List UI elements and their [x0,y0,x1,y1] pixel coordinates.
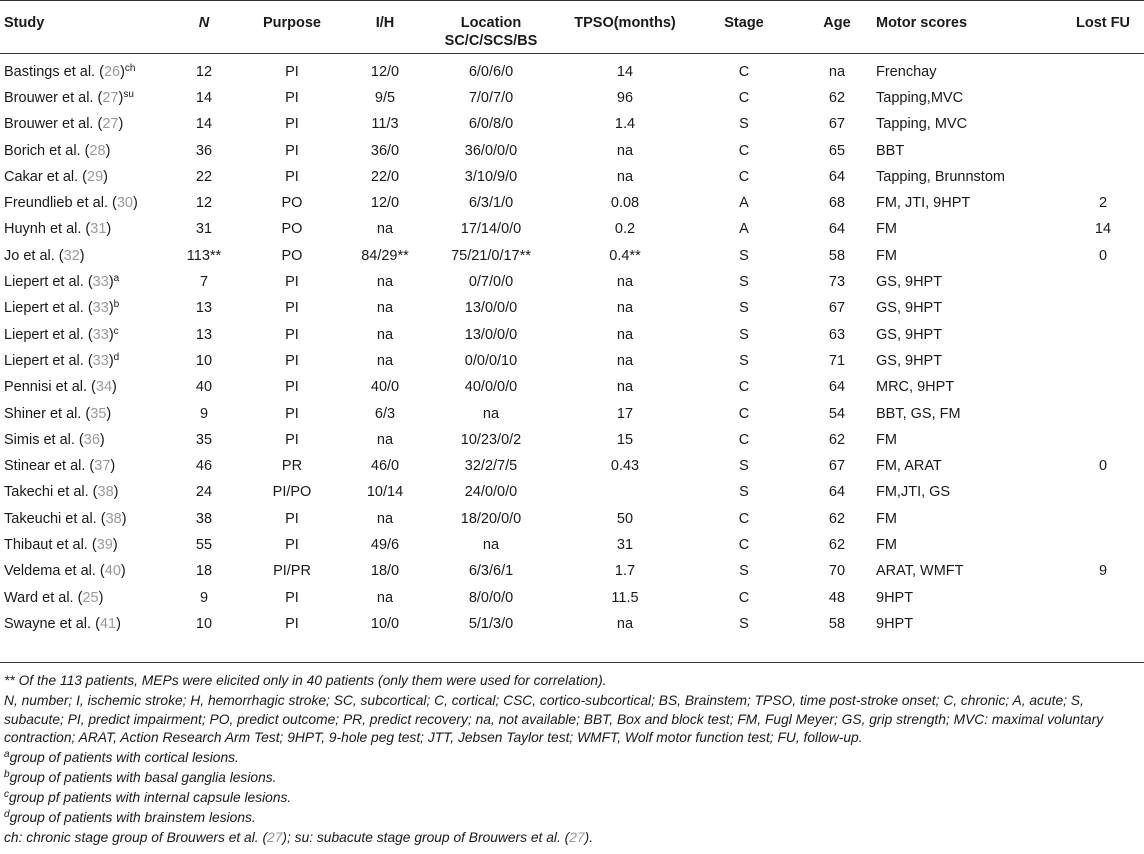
bottom-rule [0,662,1144,663]
cell-study: Takeuchi et al. (38) [4,510,127,527]
cell-tpso: 0.43 [610,458,640,475]
cell-tpso: 15 [616,431,634,448]
cell-study: Liepert et al. $(33)^c$ [4,325,119,343]
table-row [0,401,1144,427]
cell-ih: 6/3 [374,405,396,422]
cell-age: 48 [828,589,846,606]
cell-n: 38 [195,510,213,527]
cell-study: Freundlieb et al. (30) [4,195,138,212]
cell-location: 32/2/7/5 [464,458,518,475]
cell-tpso: na [616,274,634,291]
cell-study: Stinear et al. (37) [4,458,116,475]
cell-ih: 18/0 [370,563,400,580]
cell-motor-scores: FM,JTI, GS [876,484,951,501]
header-tpso: TPSO(months) [574,15,676,31]
cell-motor-scores: Tapping, MVC [876,116,968,133]
reference-link[interactable]: 41 [99,615,117,632]
cell-location: 7/0/7/0 [468,89,514,106]
cell-study: Takechi et al. (38) [4,484,119,501]
reference-link[interactable]: 33 [92,326,109,343]
footnote-b: $^b$group of patients with basal ganglia lesions. [4,769,277,785]
cell-lost-fu: 0 [1098,247,1108,264]
cell-location: 0/7/0/0 [468,274,514,291]
cell-age: 68 [828,195,846,212]
cell-ih: na [376,510,394,527]
cell-age: 67 [828,300,846,317]
cell-lost-fu [1062,585,1144,611]
cell-age: 63 [828,326,846,343]
cell-stage: S [739,116,749,133]
cell-age: 67 [828,458,846,475]
cell-motor-scores: 9HPT [876,589,914,606]
cell-motor-scores: FM [876,221,897,238]
cell-ih: 84/29** [361,247,409,264]
cell-n: 14 [195,116,213,133]
reference-link[interactable]: 30 [116,195,133,212]
cell-age: 64 [828,221,846,238]
cell-study: Pennisi et al. (34) [4,379,117,396]
cell-stage: C [738,431,750,448]
cell-tpso: 96 [616,89,634,106]
cell-motor-scores: FM, JTI, 9HPT [876,195,971,212]
table-row [0,453,1144,479]
table-row [0,532,1144,558]
cell-tpso: na [616,326,634,343]
cell-n: 22 [195,168,213,185]
cell-purpose: PI [285,63,299,80]
footnote-double-star: ** Of the 113 patients, MEPs were elicited only in 40 patients (only them were used for correlation). [4,673,607,688]
table-row [0,59,1144,85]
cell-purpose: PI [285,615,299,632]
cell-n: 9 [199,405,209,422]
cell-purpose: PO [281,221,303,238]
cell-purpose: PI [285,536,299,553]
reference-link[interactable]: 33 [92,274,109,291]
cell-n: 13 [195,326,213,343]
cell-motor-scores: GS, 9HPT [876,326,943,343]
cell-age: 71 [828,352,846,369]
cell-stage: C [738,168,750,185]
cell-motor-scores: BBT [876,142,905,159]
table-row [0,112,1144,138]
cell-purpose: PI [285,274,299,291]
cell-lost-fu [1062,138,1144,164]
cell-n: 35 [195,431,213,448]
cell-lost-fu [1062,401,1144,427]
cell-location: na [482,536,500,553]
cell-study: Swayne et al. (41) [4,615,121,632]
cell-purpose: PO [281,247,303,264]
reference-link[interactable]: 32 [63,247,80,264]
cell-lost-fu [1062,164,1144,190]
cell-tpso [560,480,690,506]
cell-purpose: PI/PO [272,484,312,501]
cell-ih: 36/0 [370,142,400,159]
cell-tpso: 17 [616,405,634,422]
reference-link[interactable]: 39 [96,536,113,553]
reference-link[interactable]: 38 [105,510,122,527]
cell-purpose: PI [285,352,299,369]
table-row [0,375,1144,401]
cell-lost-fu [1062,532,1144,558]
cell-n: 113** [186,247,222,264]
cell-age: 62 [828,536,846,553]
cell-lost-fu [1062,506,1144,532]
table-row [0,480,1144,506]
reference-link[interactable]: 29 [87,168,104,185]
reference-link[interactable]: 27 [102,116,119,133]
header-row [0,0,1144,53]
cell-lost-fu: 0 [1098,458,1108,475]
cell-location: 0/0/0/10 [464,352,518,369]
cell-location: 3/10/9/0 [464,168,518,185]
cell-tpso: na [616,615,634,632]
cell-purpose: PR [281,458,303,475]
header-motor-scores: Motor scores [876,15,968,31]
cell-purpose: PI [285,431,299,448]
cell-motor-scores: FM, ARAT [876,458,942,475]
cell-lost-fu [1062,375,1144,401]
table-body [0,53,1144,638]
header-study: Study [4,15,45,31]
cell-purpose: PO [281,195,303,212]
cell-stage: A [739,195,749,212]
cell-purpose: PI/PR [273,563,311,580]
cell-n: 10 [195,352,213,369]
table-row [0,243,1144,269]
reference-link[interactable]: 40 [104,563,121,580]
footnote-c: $^c$group pf patients with internal capsule lesions. [4,789,292,805]
cell-study: Jo et al. (32) [4,247,85,264]
reference-link[interactable]: 36 [83,431,100,448]
table-row [0,348,1144,374]
cell-motor-scores: MRC, 9HPT [876,379,955,396]
cell-n: 55 [195,536,213,553]
cell-n: 14 [195,89,213,106]
cell-tpso: 0.4** [609,247,641,264]
cell-age: 70 [828,563,846,580]
cell-lost-fu [1062,59,1144,85]
cell-tpso: 1.4 [614,116,636,133]
cell-location: 75/21/0/17** [451,247,531,264]
cell-ih: 22/0 [370,168,400,185]
cell-n: 36 [195,142,213,159]
cell-ih: 40/0 [370,379,400,396]
cell-n: 7 [199,274,209,291]
cell-purpose: PI [285,116,299,133]
cell-ih: 9/5 [374,89,396,106]
cell-ih: na [376,431,394,448]
cell-purpose: PI [285,589,299,606]
cell-lost-fu [1062,348,1144,374]
header-rule [0,53,1144,54]
cell-stage: C [738,89,750,106]
cell-study: Liepert et al. $(33)^b$ [4,299,120,317]
cell-study: Brouwer et al. (27) [4,116,124,133]
header-n: N [198,15,210,31]
cell-location: 6/0/6/0 [468,63,514,80]
cell-purpose: PI [285,326,299,343]
cell-stage: C [738,589,750,606]
cell-stage: S [739,458,749,475]
reference-link[interactable]: 33 [92,352,109,369]
cell-ih: na [376,221,394,238]
table-row [0,611,1144,637]
cell-age: 58 [828,247,846,264]
cell-study: Veldema et al. (40) [4,563,126,580]
cell-ih: 11/3 [371,116,399,133]
cell-study: Simis et al. (36) [4,431,105,448]
cell-purpose: PI [285,142,299,159]
cell-location: 40/0/0/0 [464,379,518,396]
cell-tpso: na [616,300,634,317]
cell-age: 64 [828,379,846,396]
cell-ih: na [376,352,394,369]
cell-stage: A [739,221,749,238]
cell-motor-scores: 9HPT [876,615,914,632]
cell-stage: C [738,536,750,553]
reference-link[interactable]: 33 [92,300,109,317]
footnote-d: $^d$group of patients with brainstem lesions. [4,809,256,825]
cell-stage: C [738,405,750,422]
table-row [0,322,1144,348]
table-row [0,296,1144,322]
cell-n: 31 [195,221,213,238]
cell-location: 6/3/1/0 [468,195,514,212]
reference-link[interactable]: 38 [97,484,114,501]
cell-n: 12 [195,195,213,212]
cell-purpose: PI [285,168,299,185]
cell-study: Bastings et al. $(26)^{ch}$ [4,62,136,80]
reference-link[interactable]: 26 [103,63,121,80]
reference-link[interactable]: 35 [90,405,107,422]
header-age: Age [823,15,851,31]
cell-study: Liepert et al. $(33)^a$ [4,273,120,291]
cell-motor-scores: ARAT, WMFT [876,563,964,580]
cell-age: 64 [828,168,846,185]
header-purpose: Purpose [262,15,321,31]
cell-purpose: PI [285,405,299,422]
cell-tpso: 1.7 [614,563,636,580]
cell-study: Ward et al. (25) [4,589,104,606]
cell-location: 36/0/0/0 [464,142,518,159]
cell-ih: 46/0 [370,458,400,475]
cell-location: 8/0/0/0 [468,589,514,606]
cell-age: 62 [828,431,846,448]
cell-motor-scores: BBT, GS, FM [876,405,961,422]
cell-lost-fu [1062,296,1144,322]
header-lost-fu: Lost FU [1076,15,1130,31]
cell-study: Brouwer et al. $(27)^{su}$ [4,88,134,106]
table-row [0,164,1144,190]
cell-ih: na [376,274,394,291]
cell-n: 10 [195,615,213,632]
cell-study: Thibaut et al. (39) [4,536,118,553]
table-row [0,138,1144,164]
cell-age: 67 [828,116,846,133]
cell-motor-scores: GS, 9HPT [876,274,943,291]
cell-motor-scores: Frenchay [876,63,937,80]
cell-n: 18 [195,563,213,580]
cell-motor-scores: GS, 9HPT [876,300,943,317]
cell-stage: S [739,326,749,343]
cell-purpose: PI [285,89,299,106]
cell-study: Liepert et al. $(33)^d$ [4,351,120,369]
cell-ih: 10/14 [366,484,404,501]
footnote-a: $^a$group of patients with cortical lesions. [4,749,239,765]
cell-age: 58 [828,615,846,632]
cell-stage: S [739,352,749,369]
cell-lost-fu [1062,112,1144,138]
cell-age: 65 [828,142,846,159]
table-row [0,559,1144,585]
cell-ih: 49/6 [370,536,400,553]
cell-stage: S [739,484,749,501]
cell-n: 9 [199,589,209,606]
cell-motor-scores: FM [876,510,897,527]
footnote-abbreviations: N, number; I, ischemic stroke; H, hemorrhagic stroke; SC, subcortical; C, cortical; CSC, cortico-subcortical; BS, Brainstem; TPSO, time post-stroke onset; C, chronic; A, acute; S, subacute; PI, predict impairment; PO, predict outcome; PR, predict recovery; na, not available; BBT, Box and block test; FM, Fugl Meyer; GS, grip strength; MVC: maximal voluntary contraction; ARAT, Action Research Arm Test; 9HPT, 9-hole peg test; JTT, Jebsen Taylor test; WMFT, Wolf motor function test; FU, follow-up. [4,693,1104,745]
reference-link[interactable]: 37 [94,458,111,475]
cell-study: Shiner et al. (35) [4,405,112,422]
cell-location: 13/0/0/0 [464,326,518,343]
cell-age: 73 [828,274,846,291]
cell-ih: 10/0 [370,615,400,632]
cell-motor-scores: Tapping,MVC [876,89,964,106]
cell-age: na [828,63,846,80]
reference-link[interactable]: 27 [267,830,283,845]
table-row [0,85,1144,111]
cell-tpso: 31 [616,536,634,553]
header-location: Location SC/C/SCS/BS [444,15,538,49]
cell-stage: S [739,274,749,291]
cell-stage: C [738,142,750,159]
reference-link[interactable]: 31 [90,221,107,238]
cell-ih: na [376,326,394,343]
cell-stage: S [739,563,749,580]
cell-age: 62 [828,89,846,106]
cell-tpso: 0.08 [610,195,640,212]
cell-motor-scores: FM [876,247,897,264]
cell-purpose: PI [285,300,299,317]
cell-purpose: PI [285,379,299,396]
cell-lost-fu: 9 [1098,563,1108,580]
cell-lost-fu: 2 [1098,195,1108,212]
cell-ih: 12/0 [370,63,400,80]
footnote-ch-su: ch: chronic stage group of Brouwers et al. (27); su: subacute stage group of Brouwers et al. (27). [4,830,594,845]
cell-location: 6/3/6/1 [468,563,514,580]
cell-location: 10/23/0/2 [460,431,522,448]
cell-location: na [482,405,500,422]
cell-stage: S [739,615,749,632]
cell-lost-fu: 14 [1094,221,1112,238]
cell-n: 12 [195,63,213,80]
top-rule [0,0,1144,1]
cell-motor-scores: GS, 9HPT [876,352,943,369]
cell-tpso: na [616,168,634,185]
cell-lost-fu [1062,427,1144,453]
cell-motor-scores: Tapping, Brunnstom [876,168,1005,185]
cell-n: 24 [195,484,213,501]
cell-stage: S [739,247,749,264]
cell-tpso: na [616,352,634,369]
cell-location: 24/0/0/0 [464,484,518,501]
header-ih: I/H [375,15,395,31]
cell-tpso: 11.5 [611,589,639,606]
cell-stage: C [738,63,750,80]
reference-link[interactable]: 27 [102,89,119,106]
cell-study: Huynh et al. (31) [4,221,112,238]
table-row [0,190,1144,216]
cell-lost-fu [1062,85,1144,111]
reference-link[interactable]: 28 [89,142,106,159]
table-footnotes [4,672,1140,849]
cell-purpose: PI [285,510,299,527]
cell-tpso: na [616,142,634,159]
cell-tpso: na [616,379,634,396]
cell-location: 17/14/0/0 [460,221,522,238]
table-row [0,585,1144,611]
cell-stage: S [739,300,749,317]
cell-lost-fu [1062,480,1144,506]
cell-age: 64 [828,484,846,501]
cell-location: 6/0/8/0 [468,116,514,133]
cell-study: Cakar et al. (29) [4,168,108,185]
cell-n: 13 [195,300,213,317]
cell-ih: 12/0 [370,195,400,212]
cell-tpso: 14 [616,63,634,80]
cell-lost-fu [1062,611,1144,637]
cell-n: 46 [195,458,213,475]
cell-ih: na [376,589,394,606]
cell-stage: C [738,379,750,396]
table-row [0,506,1144,532]
cell-location: 5/1/3/0 [468,615,514,632]
cell-age: 62 [828,510,846,527]
cell-n: 40 [195,379,213,396]
header-stage: Stage [724,15,764,31]
reference-link[interactable]: 34 [95,379,113,396]
table-row [0,217,1144,243]
cell-tpso: 50 [616,510,634,527]
table-row [0,427,1144,453]
table-row [0,269,1144,295]
cell-study: Borich et al. (28) [4,142,111,159]
reference-link[interactable]: 25 [82,589,99,606]
cell-stage: C [738,510,750,527]
cell-age: 54 [828,405,846,422]
cell-motor-scores: FM [876,431,897,448]
cell-location: 18/20/0/0 [460,510,522,527]
reference-link[interactable]: 27 [569,830,585,845]
cell-tpso: 0.2 [614,221,636,238]
cell-ih: na [376,300,394,317]
cell-lost-fu [1062,322,1144,348]
cell-lost-fu [1062,269,1144,295]
cell-motor-scores: FM [876,536,897,553]
cell-location: 13/0/0/0 [464,300,518,317]
